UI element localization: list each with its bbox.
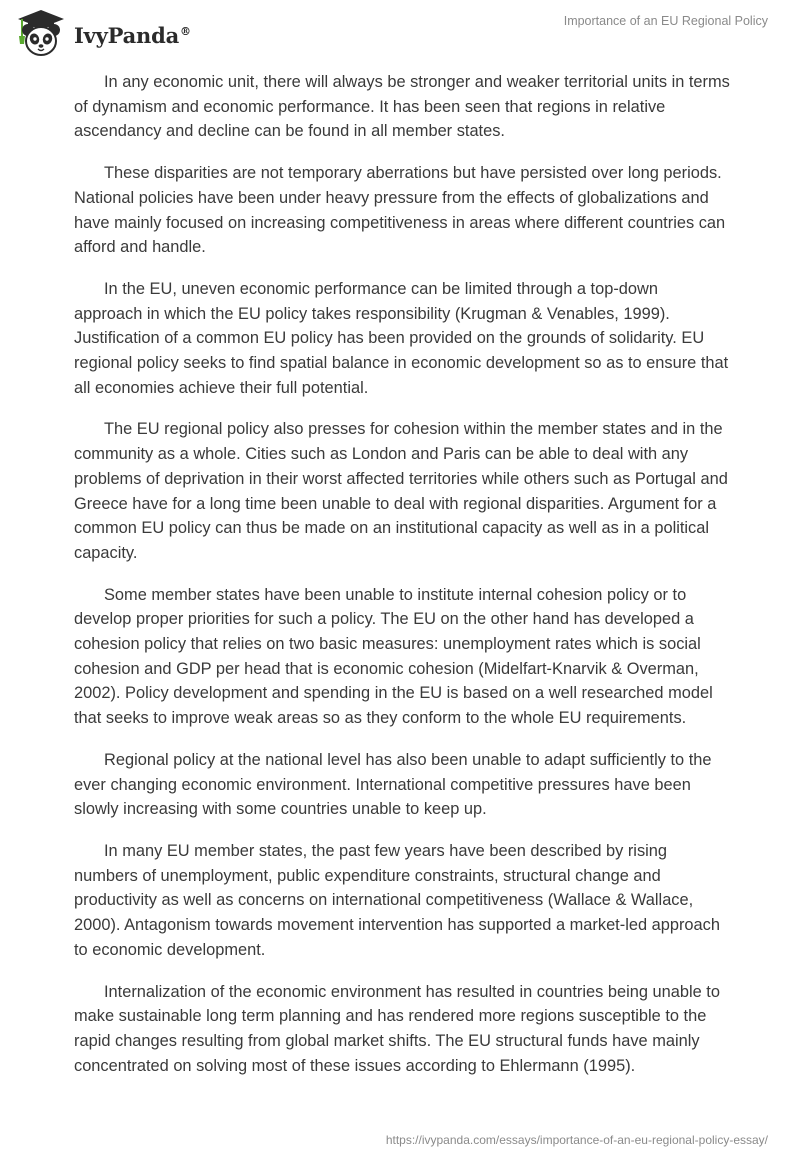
panda-graduate-icon xyxy=(14,8,68,58)
source-url[interactable]: https://ivypanda.com/essays/importance-of-an-eu-regional-policy-essay/ xyxy=(385,1133,768,1147)
registered-mark: ® xyxy=(180,24,191,38)
brand-name: IvyPanda® xyxy=(74,22,191,48)
page-header xyxy=(0,0,800,70)
paragraph: These disparities are not temporary aberrations but have persisted over long periods. National policies have been under heavy pressure from the effects of globalizations and have mainly focused on increasing competitiveness in areas where different countries can afford and handle. xyxy=(74,164,726,257)
paragraph: Regional policy at the national level has also been unable to adapt sufficiently to the ever changing economic environment. International competitive pressures have been slowly increasing with some countries unable to keep up. xyxy=(74,750,712,819)
paragraph: In many EU member states, the past few years have been described by rising numbers of unemployment, public expenditure constraints, structural change and productivity as well as concerns on international competitiveness (Wallace & Wallace, 2000). Antagonism towards movement intervention has supported a market-led approach to economic development. xyxy=(74,841,720,959)
paragraph: In the EU, uneven economic performance can be limited through a top-down approach in which the EU policy takes responsibility (Krugman & Venables, 1999). Justification of a common EU policy has been provided on the grounds of solidarity. EU regional policy seeks to find spatial balance in economic development so as to ensure that all economies achieve their full potential. xyxy=(74,279,729,397)
essay-body xyxy=(74,70,730,1095)
paragraph: In any economic unit, there will always be stronger and weaker territorial units in terms of dynamism and economic performance. It has been seen that regions in relative ascendancy and decline can be found in all member states. xyxy=(74,73,730,141)
paragraph: Internalization of the economic environment has resulted in countries being unable to make sustainable long term planning and has rendered more regions susceptible to the rapid changes resulting from global market shifts. The EU structural funds have mainly concentrated on solving most of these issues according to Ehlermann (1995). xyxy=(74,982,720,1075)
paragraph: The EU regional policy also presses for cohesion within the member states and in the community as a whole. Cities such as London and Paris can be able to deal with any problems of deprivation in their worst affected territories while others such as Portugal and Greece have for a long time been unable to deal with regional disparities. Argument for a common EU policy can thus be made on an institutional capacity as well as in a political capacity. xyxy=(74,420,728,562)
paragraph: Some member states have been unable to institute internal cohesion policy or to develop proper priorities for such a policy. The EU on the other hand has developed a cohesion policy that relies on two basic measures: unemployment rates which is social cohesion and GDP per head that is economic cohesion (Midelfart-Knarvik & Overman, 2002). Policy development and spending in the EU is based on a well researched model that seeks to improve weak areas so as they conform to the whole EU requirements. xyxy=(74,585,713,728)
brand-logo[interactable] xyxy=(14,8,191,58)
document-title: Importance of an EU Regional Policy xyxy=(563,14,768,28)
